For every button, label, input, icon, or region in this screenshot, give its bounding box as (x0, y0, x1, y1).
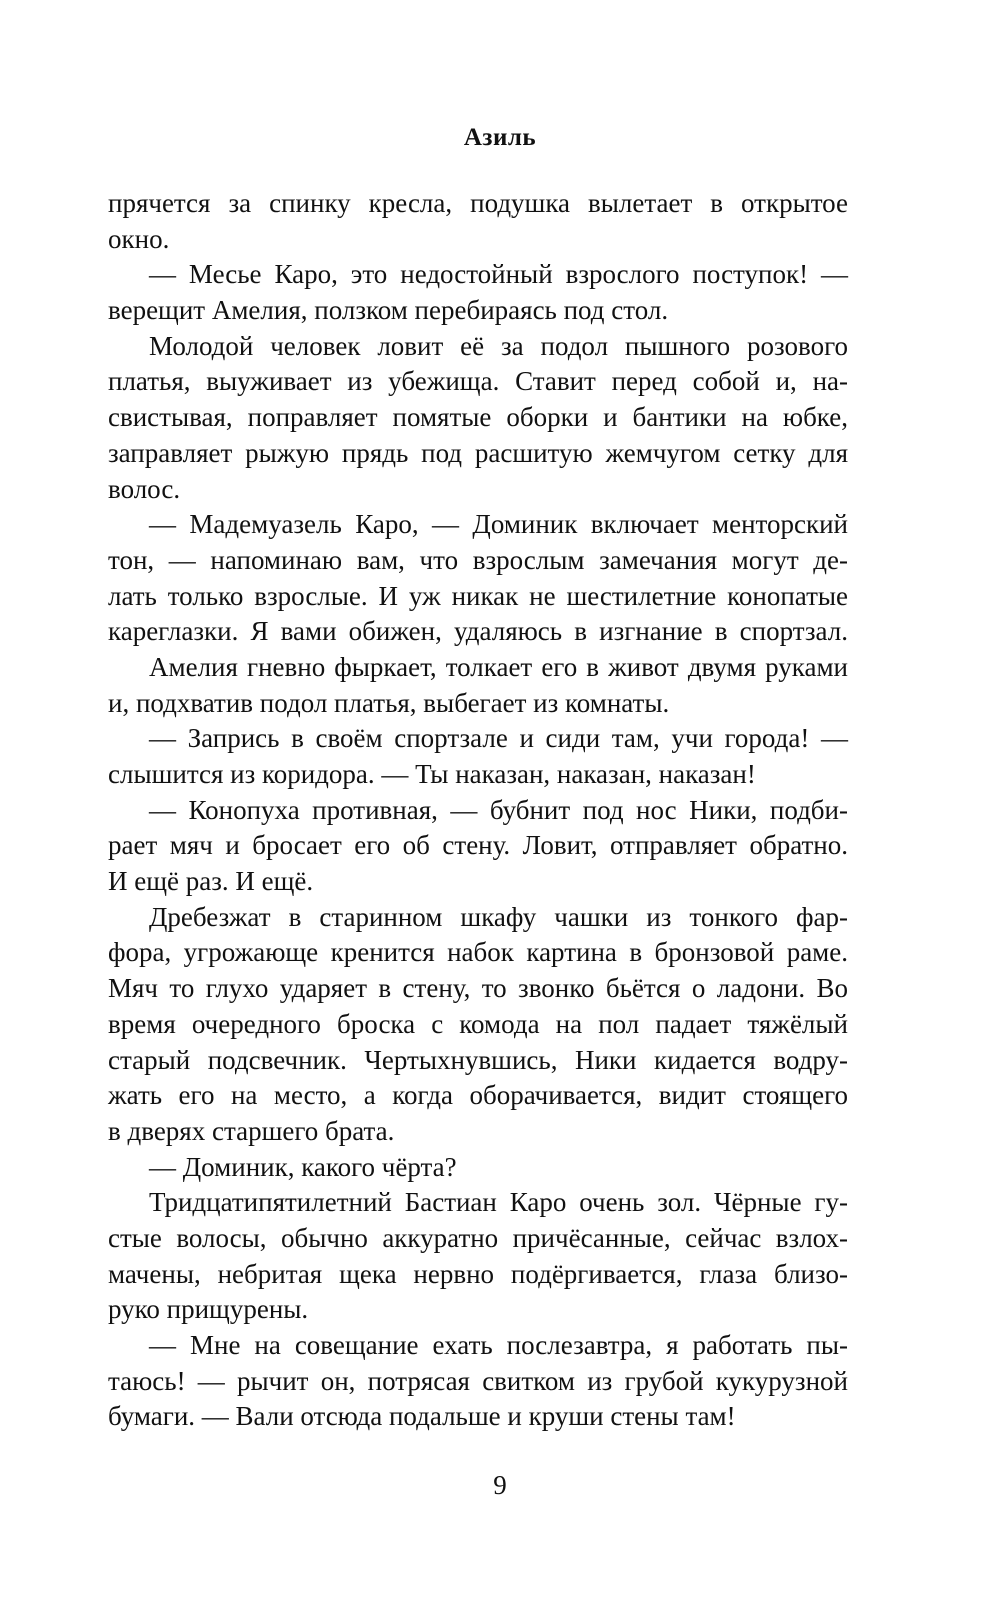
text-line: платья, выуживает из убежища. Ставит перед собой и, на- (108, 366, 848, 397)
text-line: слышится из коридора. — Ты наказан, наказан, наказан! (108, 759, 756, 789)
text-line: волос. (108, 473, 181, 504)
text-line: прячется за спинку кресла, подушка вылетает в открытое (108, 188, 848, 218)
text-line: мачены, небритая щека нервно подёргивается, глаза близо- (108, 1258, 848, 1289)
text-line: время очередного броска с комода на пол падает тяжёлый (108, 1008, 848, 1039)
text-line: кареглазки. Я вами обижен, удаляюсь в изгнание в спортзал. (108, 616, 848, 647)
text-line: в дверях старшего брата. (108, 1115, 395, 1146)
text-line: Молодой человек ловит её за подол пышного розового (149, 330, 848, 361)
page-number: 9 (493, 1470, 507, 1500)
text-line: лать только взрослые. И уж никак не шестилетние конопатые (108, 580, 848, 611)
text-line: старый подсвечник. Чертыхнувшись, Ники кидается водру- (108, 1044, 848, 1075)
text-line: И ещё раз. И ещё. (108, 866, 314, 897)
text-line: таюсь! — рычит он, потрясая свитком из грубой кукурузной (108, 1365, 848, 1396)
text-line: заправляет рыжую прядь под расшитую жемчугом сетку для (108, 437, 848, 468)
text-line: Тридцатипятилетний Бастиан Каро очень зол. Чёрные гу- (149, 1187, 848, 1218)
body-text (108, 186, 848, 1435)
text-line: верещит Амелия, ползком перебираясь под стол. (108, 295, 669, 326)
text-line: Мяч то глухо ударяет в стену, то звонко бьётся о ладони. Во (108, 973, 848, 1004)
text-line: — Мадемуазель Каро, — Доминик включает менторский (149, 509, 848, 540)
text-line: жать его на место, а когда оборачивается, видит стоящего (108, 1080, 848, 1111)
text-line: и, подхватив подол платья, выбегает из комнаты. (108, 687, 670, 718)
text-line: — Доминик, какого чёрта? (149, 1151, 457, 1182)
text-line: — Месье Каро, это недостойный взрослого поступок! — (149, 259, 848, 290)
text-line: тон, — напоминаю вам, что взрослым замечания могут де- (108, 544, 848, 575)
text-line: руко прищурены. (108, 1294, 309, 1325)
text-line: — Мне на совещание ехать послезавтра, я работать пы- (149, 1330, 848, 1360)
text-line: рает мяч и бросает его об стену. Ловит, отправляет обратно. (108, 830, 848, 861)
text-line: Амелия гневно фыркает, толкает его в живот двумя руками (149, 651, 848, 682)
text-line: фора, угрожающе кренится набок картина в бронзовой раме. (108, 937, 848, 968)
text-line: — Запрись в своём спортзале и сиди там, учи города! — (149, 723, 848, 754)
text-line: свистывая, поправляет помятые оборки и бантики на юбке, (108, 402, 848, 433)
text-line: стые волосы, обычно аккуратно причёсанные, сейчас взлох- (108, 1222, 848, 1253)
text-line: бумаги. — Вали отсюда подальше и круши стены там! (108, 1401, 736, 1432)
text-line: окно. (108, 223, 170, 254)
text-line: Дребезжат в старинном шкафу чашки из тонкого фар- (149, 901, 848, 932)
text-line: — Конопуха противная, — бубнит под нос Ники, подби- (149, 794, 848, 825)
running-title: Азиль (463, 124, 537, 151)
